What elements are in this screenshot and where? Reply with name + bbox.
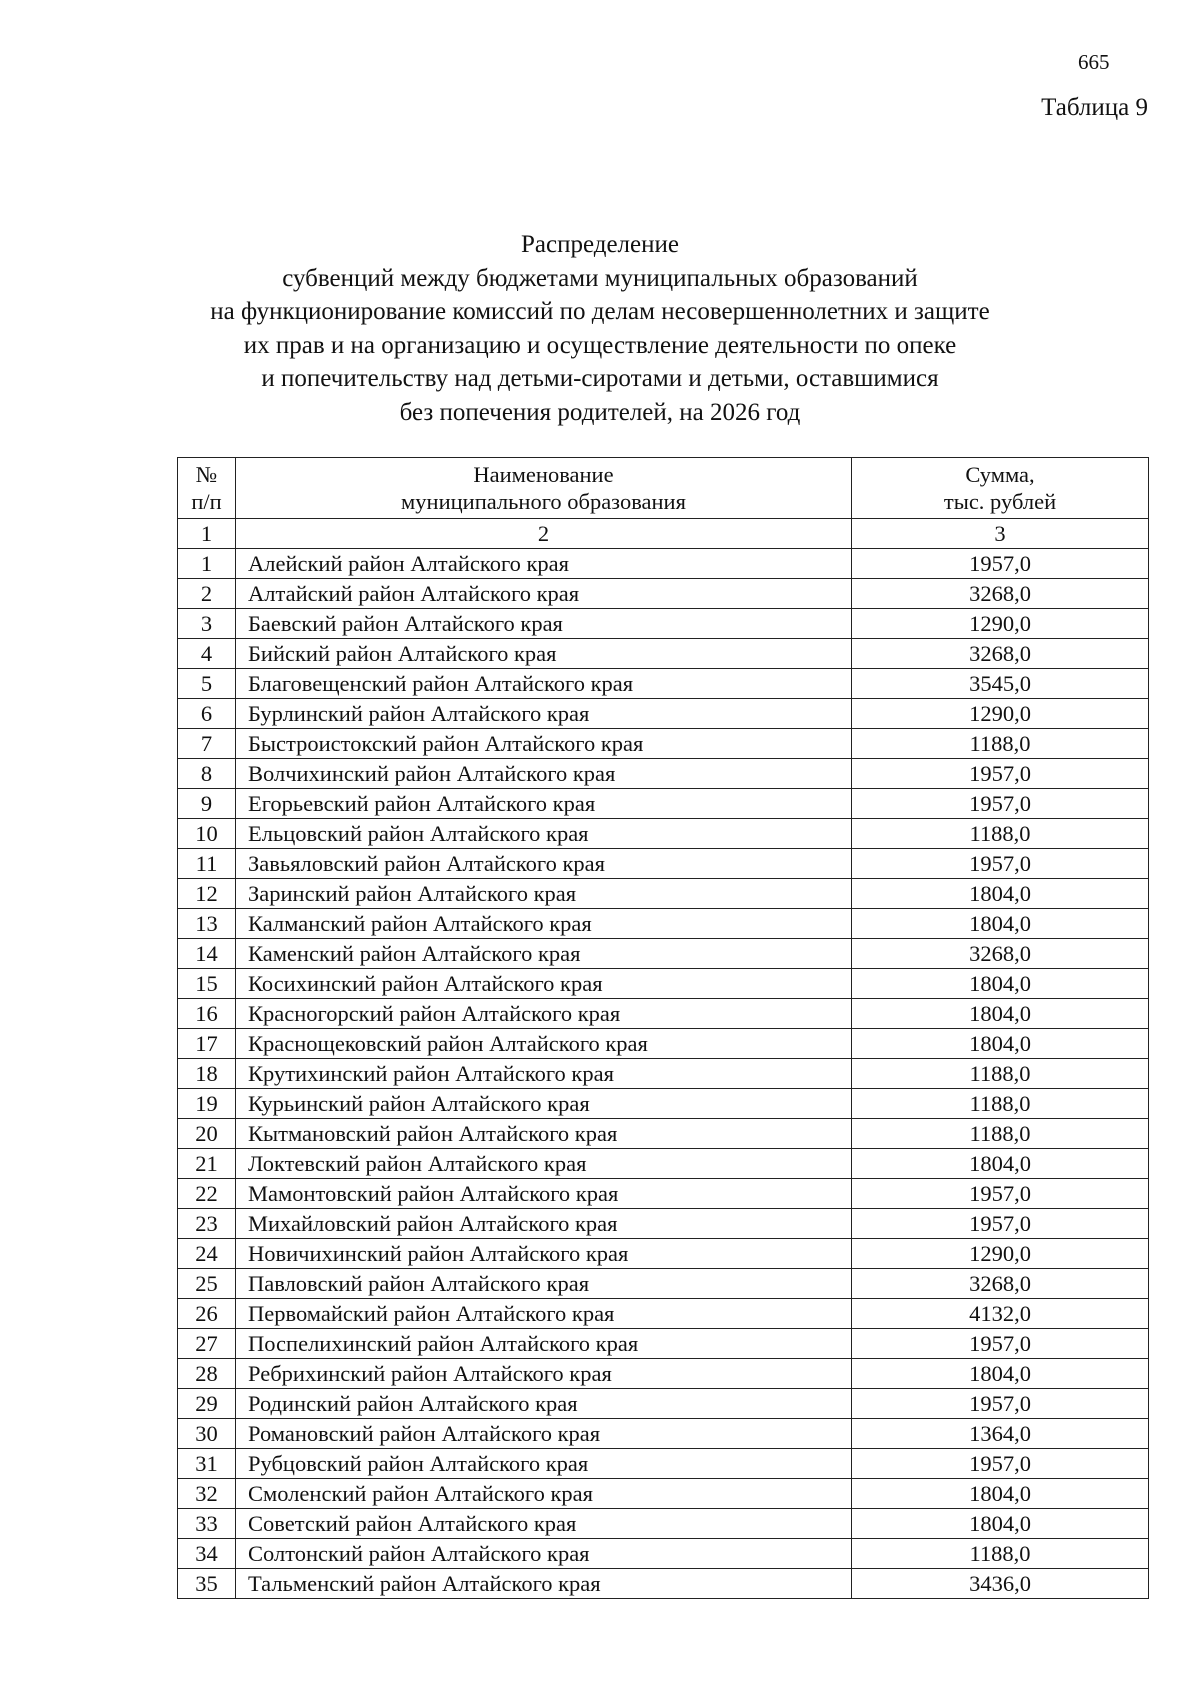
row-number-cell: 11 (178, 849, 236, 879)
row-name-cell: Романовский район Алтайского края (236, 1419, 852, 1449)
row-name-cell: Красногорский район Алтайского края (236, 999, 852, 1029)
row-name-cell: Крутихинский район Алтайского края (236, 1059, 852, 1089)
table-row (178, 549, 1149, 579)
row-number-cell: 18 (178, 1059, 236, 1089)
table-row (178, 1029, 1149, 1059)
row-name-cell: Бурлинский район Алтайского края (236, 699, 852, 729)
row-sum-cell: 1957,0 (852, 549, 1149, 579)
row-number-cell: 3 (178, 609, 236, 639)
row-sum-cell: 1804,0 (852, 1359, 1149, 1389)
row-sum-cell: 1957,0 (852, 1449, 1149, 1479)
row-number-cell: 8 (178, 759, 236, 789)
row-number-cell: 16 (178, 999, 236, 1029)
row-sum-cell: 1957,0 (852, 1389, 1149, 1419)
row-number-cell: 21 (178, 1149, 236, 1179)
table-row (178, 1539, 1149, 1569)
header-number-line2: п/п (191, 489, 222, 514)
row-sum-cell: 1364,0 (852, 1419, 1149, 1449)
row-number-cell: 32 (178, 1479, 236, 1509)
table-row (178, 879, 1149, 909)
row-number-cell: 5 (178, 669, 236, 699)
row-sum-cell: 3436,0 (852, 1569, 1149, 1599)
page-number: 665 (1078, 50, 1110, 74)
row-number-cell: 13 (178, 909, 236, 939)
distribution-table (177, 457, 1149, 1599)
row-sum-cell: 1804,0 (852, 909, 1149, 939)
row-number-cell: 25 (178, 1269, 236, 1299)
row-number-cell: 6 (178, 699, 236, 729)
header-number (178, 458, 236, 519)
row-sum-cell: 1804,0 (852, 1029, 1149, 1059)
row-name-cell: Егорьевский район Алтайского края (236, 789, 852, 819)
row-sum-cell: 1188,0 (852, 729, 1149, 759)
table-header-row (178, 458, 1149, 519)
row-sum-cell: 1804,0 (852, 1479, 1149, 1509)
row-name-cell: Быстроистокский район Алтайского края (236, 729, 852, 759)
row-sum-cell: 1290,0 (852, 699, 1149, 729)
row-name-cell: Локтевский район Алтайского края (236, 1149, 852, 1179)
table-row (178, 1389, 1149, 1419)
row-sum-cell: 1804,0 (852, 879, 1149, 909)
table-row (178, 939, 1149, 969)
row-number-cell: 28 (178, 1359, 236, 1389)
row-name-cell: Советский район Алтайского края (236, 1509, 852, 1539)
row-name-cell: Первомайский район Алтайского края (236, 1299, 852, 1329)
table-row (178, 1359, 1149, 1389)
table-row (178, 1209, 1149, 1239)
row-name-cell: Краснощековский район Алтайского края (236, 1029, 852, 1059)
row-name-cell: Михайловский район Алтайского края (236, 1209, 852, 1239)
column-index-cell: 3 (852, 519, 1149, 549)
row-number-cell: 35 (178, 1569, 236, 1599)
row-sum-cell: 1957,0 (852, 849, 1149, 879)
table-row (178, 609, 1149, 639)
row-name-cell: Рубцовский район Алтайского края (236, 1449, 852, 1479)
header-name (236, 458, 852, 519)
row-number-cell: 9 (178, 789, 236, 819)
row-name-cell: Каменский район Алтайского края (236, 939, 852, 969)
row-sum-cell: 1804,0 (852, 969, 1149, 999)
table-row (178, 1299, 1149, 1329)
row-name-cell: Поспелихинский район Алтайского края (236, 1329, 852, 1359)
table-row (178, 1119, 1149, 1149)
table-row (178, 819, 1149, 849)
table-row (178, 1449, 1149, 1479)
row-name-cell: Баевский район Алтайского края (236, 609, 852, 639)
title-line: и попечительству над детьми-сиротами и детьми, оставшимися (261, 365, 939, 392)
table-row (178, 1569, 1149, 1599)
table-row (178, 1239, 1149, 1269)
row-sum-cell: 1804,0 (852, 1149, 1149, 1179)
row-name-cell: Тальменский район Алтайского края (236, 1569, 852, 1599)
table-row (178, 1509, 1149, 1539)
row-sum-cell: 3268,0 (852, 639, 1149, 669)
table-row (178, 1269, 1149, 1299)
row-sum-cell: 1188,0 (852, 819, 1149, 849)
row-name-cell: Волчихинский район Алтайского края (236, 759, 852, 789)
row-number-cell: 24 (178, 1239, 236, 1269)
row-sum-cell: 1957,0 (852, 1209, 1149, 1239)
column-index-row (178, 519, 1149, 549)
document-title (0, 228, 1200, 429)
row-sum-cell: 1188,0 (852, 1539, 1149, 1569)
row-sum-cell: 1188,0 (852, 1119, 1149, 1149)
column-index-cell: 2 (236, 519, 852, 549)
row-sum-cell: 3268,0 (852, 939, 1149, 969)
table-row (178, 729, 1149, 759)
row-name-cell: Алтайский район Алтайского края (236, 579, 852, 609)
row-number-cell: 30 (178, 1419, 236, 1449)
table-row (178, 999, 1149, 1029)
table-row (178, 1089, 1149, 1119)
row-name-cell: Ребрихинский район Алтайского края (236, 1359, 852, 1389)
row-name-cell: Косихинский район Алтайского края (236, 969, 852, 999)
row-number-cell: 7 (178, 729, 236, 759)
row-number-cell: 17 (178, 1029, 236, 1059)
row-name-cell: Родинский район Алтайского края (236, 1389, 852, 1419)
row-name-cell: Заринский район Алтайского края (236, 879, 852, 909)
row-sum-cell: 1957,0 (852, 789, 1149, 819)
row-sum-cell: 4132,0 (852, 1299, 1149, 1329)
table-row (178, 1179, 1149, 1209)
row-sum-cell: 1290,0 (852, 1239, 1149, 1269)
row-sum-cell: 1804,0 (852, 999, 1149, 1029)
row-sum-cell: 3268,0 (852, 579, 1149, 609)
title-line: на функционирование комиссий по делам несовершеннолетних и защите (210, 298, 990, 325)
header-name-line2: муниципального образования (401, 489, 686, 514)
row-name-cell: Солтонский район Алтайского края (236, 1539, 852, 1569)
title-line: без попечения родителей, на 2026 год (399, 398, 801, 426)
row-number-cell: 15 (178, 969, 236, 999)
table-row (178, 1149, 1149, 1179)
row-sum-cell: 1804,0 (852, 1509, 1149, 1539)
row-number-cell: 10 (178, 819, 236, 849)
table-label: Таблица 9 (1041, 94, 1148, 121)
table-row (178, 969, 1149, 999)
header-sum-line1: Сумма, (965, 462, 1035, 487)
row-number-cell: 31 (178, 1449, 236, 1479)
row-sum-cell: 3268,0 (852, 1269, 1149, 1299)
row-name-cell: Мамонтовский район Алтайского края (236, 1179, 852, 1209)
row-sum-cell: 3545,0 (852, 669, 1149, 699)
title-line: их прав и на организацию и осуществление деятельности по опеке (243, 331, 957, 359)
row-number-cell: 23 (178, 1209, 236, 1239)
row-number-cell: 1 (178, 549, 236, 579)
row-name-cell: Благовещенский район Алтайского края (236, 669, 852, 699)
table-row (178, 849, 1149, 879)
row-number-cell: 19 (178, 1089, 236, 1119)
title-line: субвенций между бюджетами муниципальных образований (282, 264, 918, 292)
row-number-cell: 33 (178, 1509, 236, 1539)
table-row (178, 789, 1149, 819)
header-sum (852, 458, 1149, 519)
row-number-cell: 20 (178, 1119, 236, 1149)
table-row (178, 759, 1149, 789)
table-row (178, 579, 1149, 609)
row-number-cell: 2 (178, 579, 236, 609)
header-number-line1: № (195, 462, 218, 487)
row-sum-cell: 1188,0 (852, 1059, 1149, 1089)
table-row (178, 909, 1149, 939)
row-name-cell: Ельцовский район Алтайского края (236, 819, 852, 849)
row-name-cell: Смоленский район Алтайского края (236, 1479, 852, 1509)
table-row (178, 639, 1149, 669)
row-name-cell: Новичихинский район Алтайского края (236, 1239, 852, 1269)
row-sum-cell: 1957,0 (852, 759, 1149, 789)
row-number-cell: 27 (178, 1329, 236, 1359)
row-name-cell: Завьяловский район Алтайского края (236, 849, 852, 879)
table-row (178, 1419, 1149, 1449)
row-number-cell: 29 (178, 1389, 236, 1419)
row-number-cell: 4 (178, 639, 236, 669)
row-number-cell: 26 (178, 1299, 236, 1329)
row-sum-cell: 1957,0 (852, 1329, 1149, 1359)
row-number-cell: 12 (178, 879, 236, 909)
table-row (178, 699, 1149, 729)
row-sum-cell: 1290,0 (852, 609, 1149, 639)
table-row (178, 669, 1149, 699)
table-row (178, 1059, 1149, 1089)
row-name-cell: Курьинский район Алтайского края (236, 1089, 852, 1119)
row-number-cell: 34 (178, 1539, 236, 1569)
row-name-cell: Калманский район Алтайского края (236, 909, 852, 939)
row-name-cell: Кытмановский район Алтайского края (236, 1119, 852, 1149)
row-number-cell: 22 (178, 1179, 236, 1209)
title-line: Распределение (521, 231, 679, 258)
table-row (178, 1479, 1149, 1509)
column-index-cell: 1 (178, 519, 236, 549)
row-sum-cell: 1957,0 (852, 1179, 1149, 1209)
row-name-cell: Алейский район Алтайского края (236, 549, 852, 579)
header-name-line1: Наименование (473, 462, 614, 487)
row-name-cell: Бийский район Алтайского края (236, 639, 852, 669)
header-sum-line2: тыс. рублей (943, 489, 1057, 514)
row-name-cell: Павловский район Алтайского края (236, 1269, 852, 1299)
row-sum-cell: 1188,0 (852, 1089, 1149, 1119)
row-number-cell: 14 (178, 939, 236, 969)
table-row (178, 1329, 1149, 1359)
